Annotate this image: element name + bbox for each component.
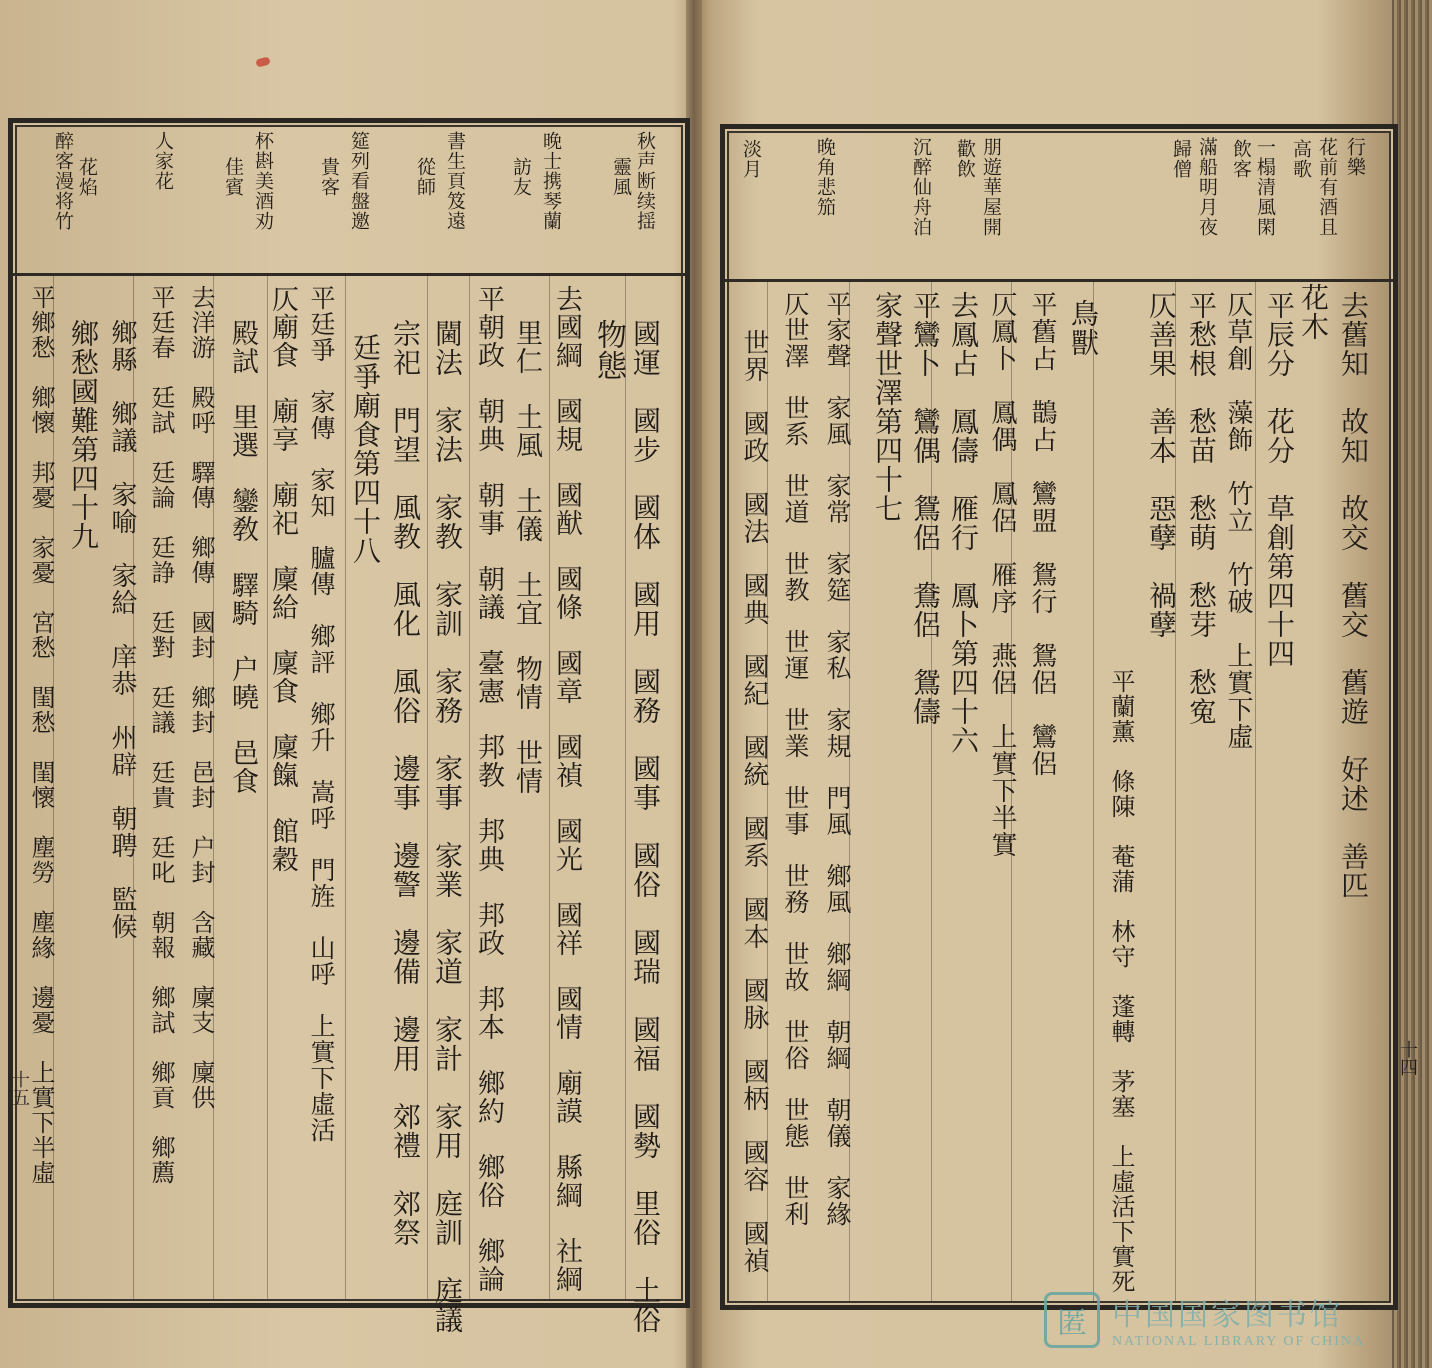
left-page bbox=[8, 118, 690, 1334]
left-header-band bbox=[13, 123, 685, 276]
header-note: 佳賓 bbox=[222, 157, 244, 197]
text-column: 宗祀 門望 風教 風化 風俗 邊事 邊警 邊備 邊用 郊禮 郊祭 bbox=[389, 319, 422, 1247]
header-note: 靈風 bbox=[610, 157, 632, 197]
chapter-heading: 家聲世澤第四十七 bbox=[871, 291, 904, 523]
text-column: 去鳳占 鳳儔 雁行 鳳卜第四十六 bbox=[947, 291, 980, 755]
right-header-band bbox=[725, 129, 1393, 282]
text-column: 國運 國步 國体 國用 國務 國事 國俗 國瑞 國福 國勢 里俗 土俗 bbox=[629, 319, 662, 1334]
folio-number: 十四 bbox=[1397, 1040, 1418, 1076]
chapter-heading: 平辰分 花分 草創第四十四 bbox=[1263, 291, 1296, 668]
section-heading: 花木 bbox=[1297, 283, 1330, 341]
text-column: 世界 國政 國法 國典 國紀 國統 國系 國本 國脉 國柄 國容 國禎 bbox=[739, 329, 769, 1274]
watermark-subtitle: NATIONAL LIBRARY OF CHINA bbox=[1112, 1334, 1366, 1349]
chapter-heading: 廷爭廟食第四十八 bbox=[349, 333, 382, 565]
header-note: 飲客 bbox=[1230, 139, 1252, 179]
text-column: 閫法 家法 家教 家訓 家務 家事 家業 家道 家計 家用 庭訓 庭議 bbox=[431, 319, 464, 1334]
text-column: 平舊占 鵲占 鸞盟 鴛行 鴛侶 鸞侶 bbox=[1027, 291, 1057, 777]
text-column: 平蘭薰 條陳 菴蒲 林守 蓬轉 茅塞 上虛活下實死 bbox=[1107, 669, 1135, 1294]
library-watermark bbox=[1044, 1290, 1365, 1350]
header-note: 從師 bbox=[414, 157, 436, 197]
section-heading: 鳥獸 bbox=[1067, 299, 1100, 357]
header-note: 朋遊華屋開 bbox=[980, 137, 1002, 237]
text-column: 里仁 土風 土儀 土宜 物情 世情 bbox=[511, 319, 542, 795]
text-column: 去國綱 國規 國猷 國條 國章 國禎 國光 國祥 國情 廟謨 縣綱 社綱 bbox=[551, 285, 582, 1293]
header-note: 滿船明月夜 bbox=[1196, 137, 1218, 237]
text-column: 殿試 里選 鑾敎 驛騎 户曉 邑食 bbox=[227, 319, 258, 795]
header-note: 醉客漫将竹 bbox=[52, 131, 74, 231]
text-column: 平廷春 廷試 廷論 廷諍 廷對 廷議 廷貴 廷叱 朝報 鄉試 鄉貢 鄉薦 bbox=[147, 285, 175, 1185]
text-column: 平愁根 愁苗 愁萌 愁芽 愁寃 bbox=[1185, 291, 1218, 726]
text-column: 平朝政 朝典 朝事 朝議 臺憲 邦教 邦典 邦政 邦本 鄉約 鄉俗 鄉論 bbox=[473, 285, 504, 1293]
text-column: 仄善果 善本 惡孽 禍孽 bbox=[1145, 291, 1178, 639]
header-note: 秋声断续揺 bbox=[634, 131, 656, 231]
header-note: 人家花 bbox=[152, 131, 174, 191]
text-column: 鄉縣 鄉議 家喻 家給 庠恭 州辟 朝聘 監候 bbox=[107, 319, 137, 940]
header-note: 書生頁笈遠 bbox=[444, 131, 466, 231]
header-note: 一榻清風閑 bbox=[1254, 137, 1276, 237]
header-note: 沉醉仙舟泊 bbox=[910, 137, 932, 237]
text-column: 平廷爭 家傳 家知 臚傳 鄉評 鄉升 嵩呼 門旌 山呼 上實下虛活 bbox=[307, 285, 336, 1143]
header-note: 花焰 bbox=[76, 157, 98, 197]
text-column: 仄世澤 世系 世道 世教 世運 世業 世事 世務 世故 世俗 世態 世利 bbox=[781, 291, 810, 1227]
text-column: 仄廟食 廟享 廟祀 廩給 廩食 廩餼 館穀 bbox=[267, 285, 298, 873]
header-note: 淡月 bbox=[740, 139, 762, 179]
header-note: 行樂 bbox=[1344, 137, 1366, 177]
header-note: 訪友 bbox=[510, 157, 532, 197]
header-note: 晚士携琴蘭 bbox=[540, 131, 562, 231]
text-column: 平鄉愁 鄉懷 邦憂 家憂 宮愁 閨愁 閨懷 塵勞 塵緣 邊憂 上實下半虛 bbox=[27, 285, 55, 1185]
text-column: 平鸞卜 鸞偶 鴛侶 鴦侶 鴛儔 bbox=[909, 291, 942, 726]
text-column: 仄鳳卜 鳳偶 鳳侶 雁序 燕侶 上實下半實 bbox=[987, 291, 1017, 858]
chapter-heading: 鄉愁國難第四十九 bbox=[67, 319, 100, 551]
header-note: 筵列看盤邀 bbox=[348, 131, 370, 231]
header-note: 高歌 bbox=[1290, 139, 1312, 179]
text-column: 平家聲 家風 家常 家筵 家私 家規 門風 鄉風 鄉綱 朝綱 朝儀 家緣 bbox=[823, 291, 852, 1227]
text-column: 去舊知 故知 故交 舊交 舊遊 好述 善匹 bbox=[1337, 291, 1370, 900]
text-column: 仄草創 藻飾 竹立 竹破 上實下虛 bbox=[1223, 291, 1253, 750]
page-edges bbox=[1392, 0, 1432, 1368]
folio-number: 十五 bbox=[9, 1070, 30, 1106]
red-ink-mark bbox=[255, 56, 271, 67]
header-note: 花前有酒且 bbox=[1316, 137, 1338, 237]
header-note: 貴客 bbox=[318, 157, 340, 197]
right-page bbox=[720, 124, 1398, 1310]
header-note: 晚角悲笳 bbox=[814, 137, 836, 217]
text-column: 去洋游 殿呼 驛傳 鄉傳 國封 鄉封 邑封 户封 含藏 廩支 廩供 bbox=[187, 285, 215, 1110]
header-note: 歸僧 bbox=[1170, 139, 1192, 179]
library-seal-icon: 匿 bbox=[1044, 1292, 1100, 1348]
section-heading: 物態 bbox=[591, 319, 626, 381]
header-note: 杯斟美酒劝 bbox=[252, 131, 274, 231]
header-note: 歡飲 bbox=[954, 139, 976, 179]
watermark-title: 中国国家图书馆 bbox=[1112, 1298, 1343, 1333]
